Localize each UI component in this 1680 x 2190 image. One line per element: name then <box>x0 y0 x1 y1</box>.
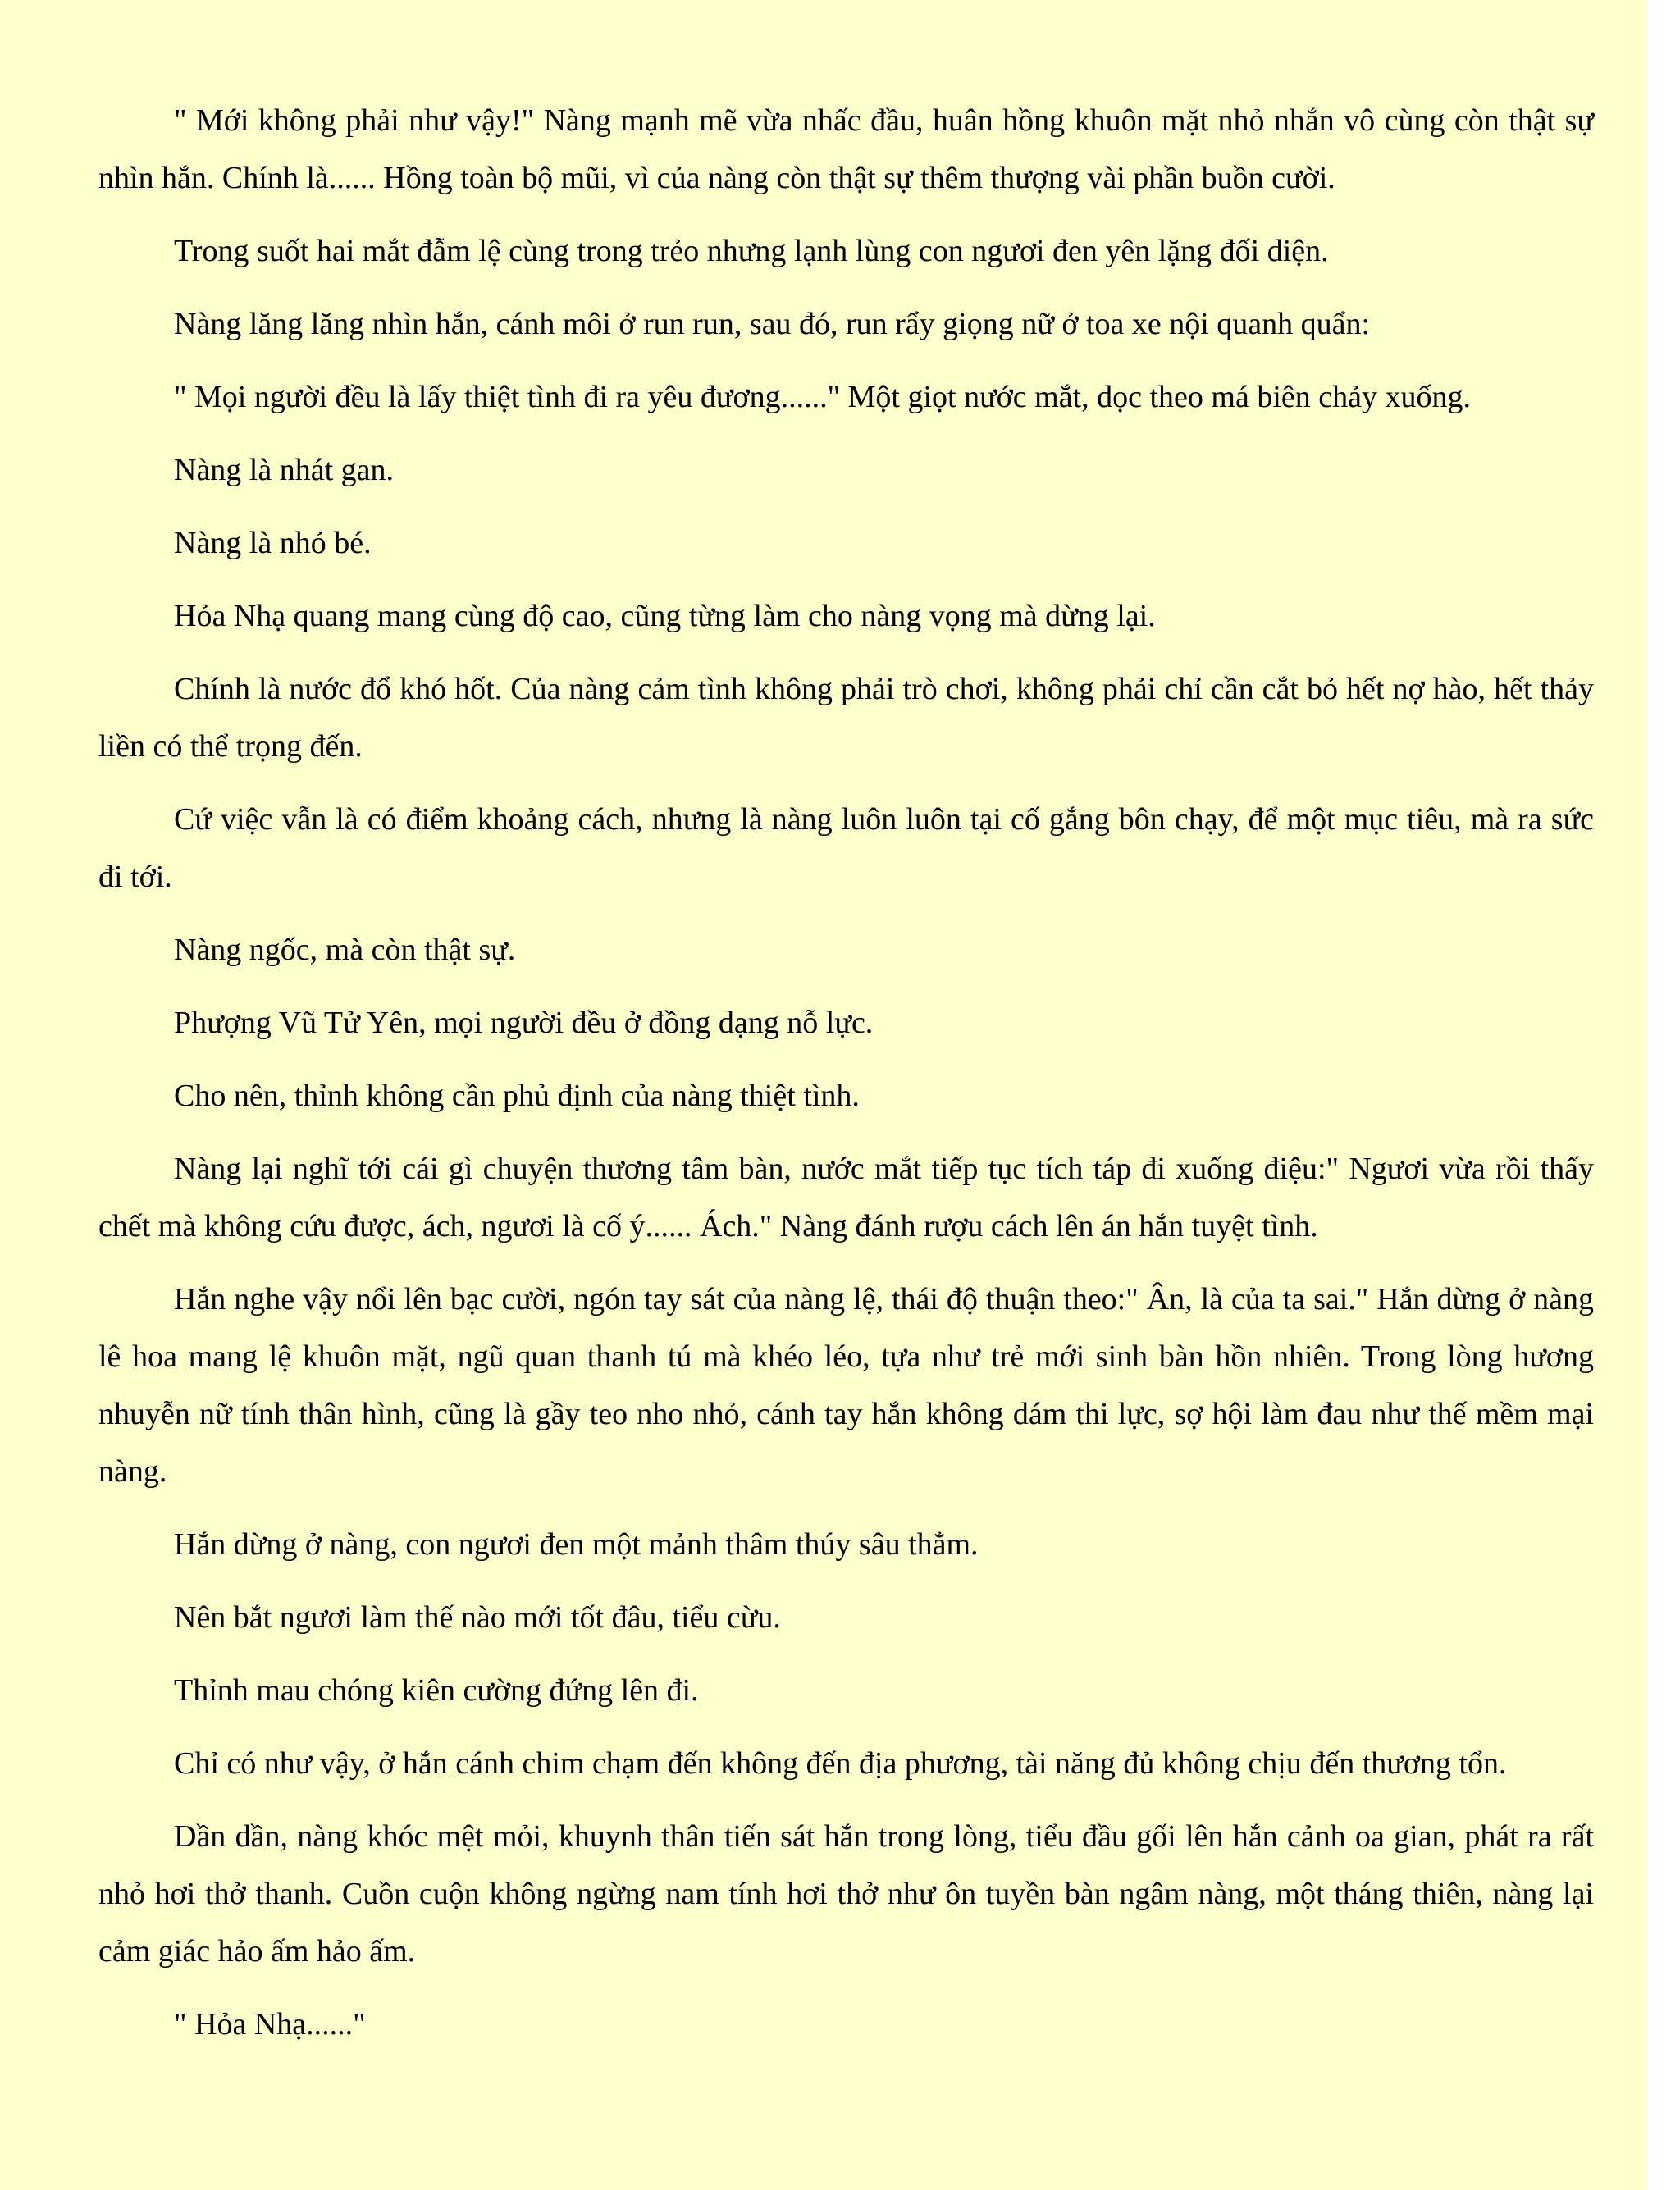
paragraph: Chính là nước đổ khó hốt. Của nàng cảm tình không phải trò chơi, không phải chỉ cần cắt bỏ hết nợ hào, hết thảy liền có thể trọng đến. <box>98 672 1594 764</box>
paragraph: Nàng ngốc, mà còn thật sự. <box>174 933 516 967</box>
paragraph: " Mọi người đều là lấy thiệt tình đi ra yêu đương......" Một giọt nước mắt, dọc theo má biên chảy xuống. <box>174 380 1471 414</box>
paragraph: Cho nên, thỉnh không cần phủ định của nàng thiệt tình. <box>174 1079 860 1113</box>
paragraph: Nàng là nhỏ bé. <box>174 526 372 560</box>
paragraph: Cứ việc vẫn là có điểm khoảng cách, nhưng là nàng luôn luôn tại cố gắng bôn chạy, để một mục tiêu, mà ra sức đi tới. <box>98 802 1594 894</box>
paragraph: Trong suốt hai mắt đẫm lệ cùng trong trẻo nhưng lạnh lùng con ngươi đen yên lặng đối diện. <box>174 234 1329 268</box>
paragraph: Hỏa Nhạ quang mang cùng độ cao, cũng từng làm cho nàng vọng mà dừng lại. <box>174 599 1156 633</box>
paragraph: Nàng lăng lăng nhìn hắn, cánh môi ở run run, sau đó, run rẩy giọng nữ ở toa xe nội quanh quẩn: <box>174 307 1371 341</box>
paragraph: Nàng lại nghĩ tới cái gì chuyện thương tâm bàn, nước mắt tiếp tục tích táp đi xuống điệu:" Ngươi vừa rồi thấy chết mà không cứu được, ách, ngươi là cố ý...... Ách." Nàng đánh rượu cách lên án hắn tuyệt tình. <box>98 1152 1594 1243</box>
paragraph: Phượng Vũ Tử Yên, mọi người đều ở đồng dạng nỗ lực. <box>174 1006 874 1040</box>
paragraph: Thỉnh mau chóng kiên cường đứng lên đi. <box>174 1673 699 1708</box>
document-body <box>98 92 1594 2069</box>
paragraph: Chỉ có như vậy, ở hắn cánh chim chạm đến không đến địa phương, tài năng đủ không chịu đến thương tổn. <box>174 1746 1507 1781</box>
paragraph: Hắn nghe vậy nổi lên bạc cười, ngón tay sát của nàng lệ, thái độ thuận theo:" Ân, là của ta sai." Hắn dừng ở nàng lê hoa mang lệ khuôn mặt, ngũ quan thanh tú mà khéo léo, tựa như trẻ mới sinh bàn hồn nhiên. Trong lòng hương nhuyễn nữ tính thân hình, cũng là gầy teo nho nhỏ, cánh tay hắn không dám thi lực, sợ hội làm đau như thế mềm mại nàng. <box>98 1282 1594 1489</box>
paragraph: Nên bắt ngươi làm thế nào mới tốt đâu, tiểu cừu. <box>174 1600 781 1635</box>
paragraph: " Mới không phải như vậy!" Nàng mạnh mẽ vừa nhấc đầu, huân hồng khuôn mặt nhỏ nhắn vô cùng còn thật sự nhìn hắn. Chính là...... Hồng toàn bộ mũi, vì của nàng còn thật sự thêm thượng vài phần buồn cười. <box>98 103 1594 195</box>
paragraph: Nàng là nhát gan. <box>174 453 395 487</box>
paragraph: Hắn dừng ở nàng, con ngươi đen một mảnh thâm thúy sâu thẳm. <box>174 1527 979 1562</box>
paragraph: " Hỏa Nhạ......" <box>174 2007 366 2042</box>
paragraph: Dần dần, nàng khóc mệt mỏi, khuynh thân tiến sát hắn trong lòng, tiểu đầu gối lên hắn cảnh oa gian, phát ra rất nhỏ hơi thở thanh. Cuồn cuộn không ngừng nam tính hơi thở như ôn tuyền bàn ngâm nàng, một tháng thiên, nàng lại cảm giác hảo ấm hảo ấm. <box>98 1819 1594 1969</box>
